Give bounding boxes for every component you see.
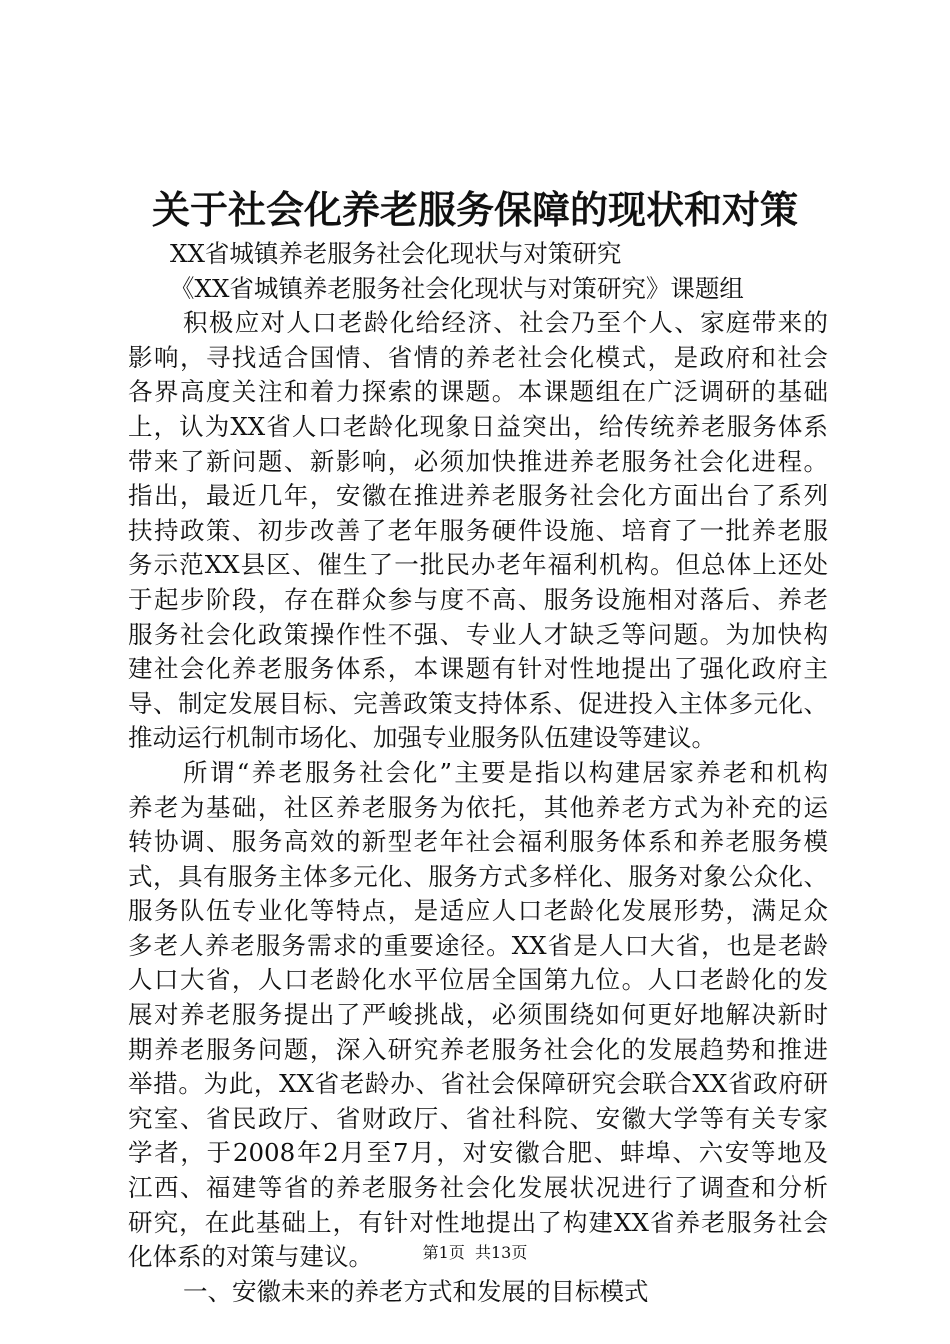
paragraph-line: 务示范XX县区、催生了一批民办老年福利机构。但总体上还处: [128, 550, 828, 580]
paragraph-line: 所谓“养老服务社会化”主要是指以构建居家养老和机构: [183, 757, 828, 787]
paragraph-line: 转协调、服务高效的新型老年社会福利服务体系和养老服务模: [128, 827, 828, 857]
page-number: 第1页 共13页: [422, 1243, 528, 1262]
paragraph-line: 养老为基础，社区养老服务为依托，其他养老方式为补充的运: [128, 792, 828, 822]
paragraph-line: 服务队伍专业化等特点，是适应人口老龄化发展形势，满足众: [128, 896, 828, 926]
paragraph-line: 人口大省，人口老龄化水平位居全国第九位。人口老龄化的发: [128, 965, 828, 995]
paragraph-line: 学者，于2008年2月至7月，对安徽合肥、蚌埠、六安等地及: [128, 1138, 828, 1168]
section-heading: 一、安徽未来的养老方式和发展的目标模式: [183, 1276, 649, 1306]
paragraph-line: 多老人养老服务需求的重要途径。XX省是人口大省，也是老龄: [128, 930, 828, 960]
paragraph-line: 于起步阶段，存在群众参与度不高、服务设施相对落后、养老: [128, 584, 828, 614]
paragraph-line: 展对养老服务提出了严峻挑战，必须围绕如何更好地解决新时: [128, 1000, 828, 1030]
paragraph-line: 带来了新问题、新影响，必须加快推进养老服务社会化进程。: [128, 446, 828, 476]
paragraph-line: 化体系的对策与建议。: [128, 1242, 373, 1272]
paragraph-line: 导、制定发展目标、完善政策支持体系、促进投入主体多元化、: [128, 688, 828, 718]
paragraph-line: 建社会化养老服务体系，本课题有针对性地提出了强化政府主: [128, 654, 828, 684]
paragraph-line: 各界高度关注和着力探索的课题。本课题组在广泛调研的基础: [128, 377, 828, 407]
paragraph-line: 江西、福建等省的养老服务社会化发展状况进行了调查和分析: [128, 1173, 828, 1203]
paragraph-line: 究室、省民政厅、省财政厅、省社科院、安徽大学等有关专家: [128, 1103, 828, 1133]
paragraph-line: 期养老服务问题，深入研究养老服务社会化的发展趋势和推进: [128, 1034, 828, 1064]
page-footer: [0, 1243, 950, 1263]
paragraph-line: 指出，最近几年，安徽在推进养老服务社会化方面出台了系列: [128, 481, 828, 511]
document-title: 关于社会化养老服务保障的现状和对策: [151, 188, 798, 232]
paragraph-line: 积极应对人口老龄化给经济、社会乃至个人、家庭带来的: [183, 308, 828, 338]
paragraph-line: 式，具有服务主体多元化、服务方式多样化、服务对象公众化、: [128, 861, 828, 891]
paragraph-line: 上，认为XX省人口老龄化现象日益突出，给传统养老服务体系: [128, 411, 828, 441]
document-body: [128, 237, 828, 1309]
paragraph-line: 影响，寻找适合国情、省情的养老社会化模式，是政府和社会: [128, 342, 828, 372]
paragraph-line: 研究，在此基础上，有针对性地提出了构建XX省养老服务社会: [128, 1207, 828, 1237]
paragraph-line: 举措。为此，XX省老龄办、省社会保障研究会联合XX省政府研: [128, 1069, 828, 1099]
paragraph-line: 推动运行机制市场化、加强专业服务队伍建设等建议。: [128, 723, 716, 753]
paragraph-line: 扶持政策、初步改善了老年服务硬件设施、培育了一批养老服: [128, 515, 828, 545]
author-line: 《XX省城镇养老服务社会化现状与对策研究》课题组: [170, 273, 744, 303]
paragraph-line: 服务社会化政策操作性不强、专业人才缺乏等问题。为加快构: [128, 619, 828, 649]
subtitle-line: XX省城镇养老服务社会化现状与对策研究: [170, 239, 622, 268]
